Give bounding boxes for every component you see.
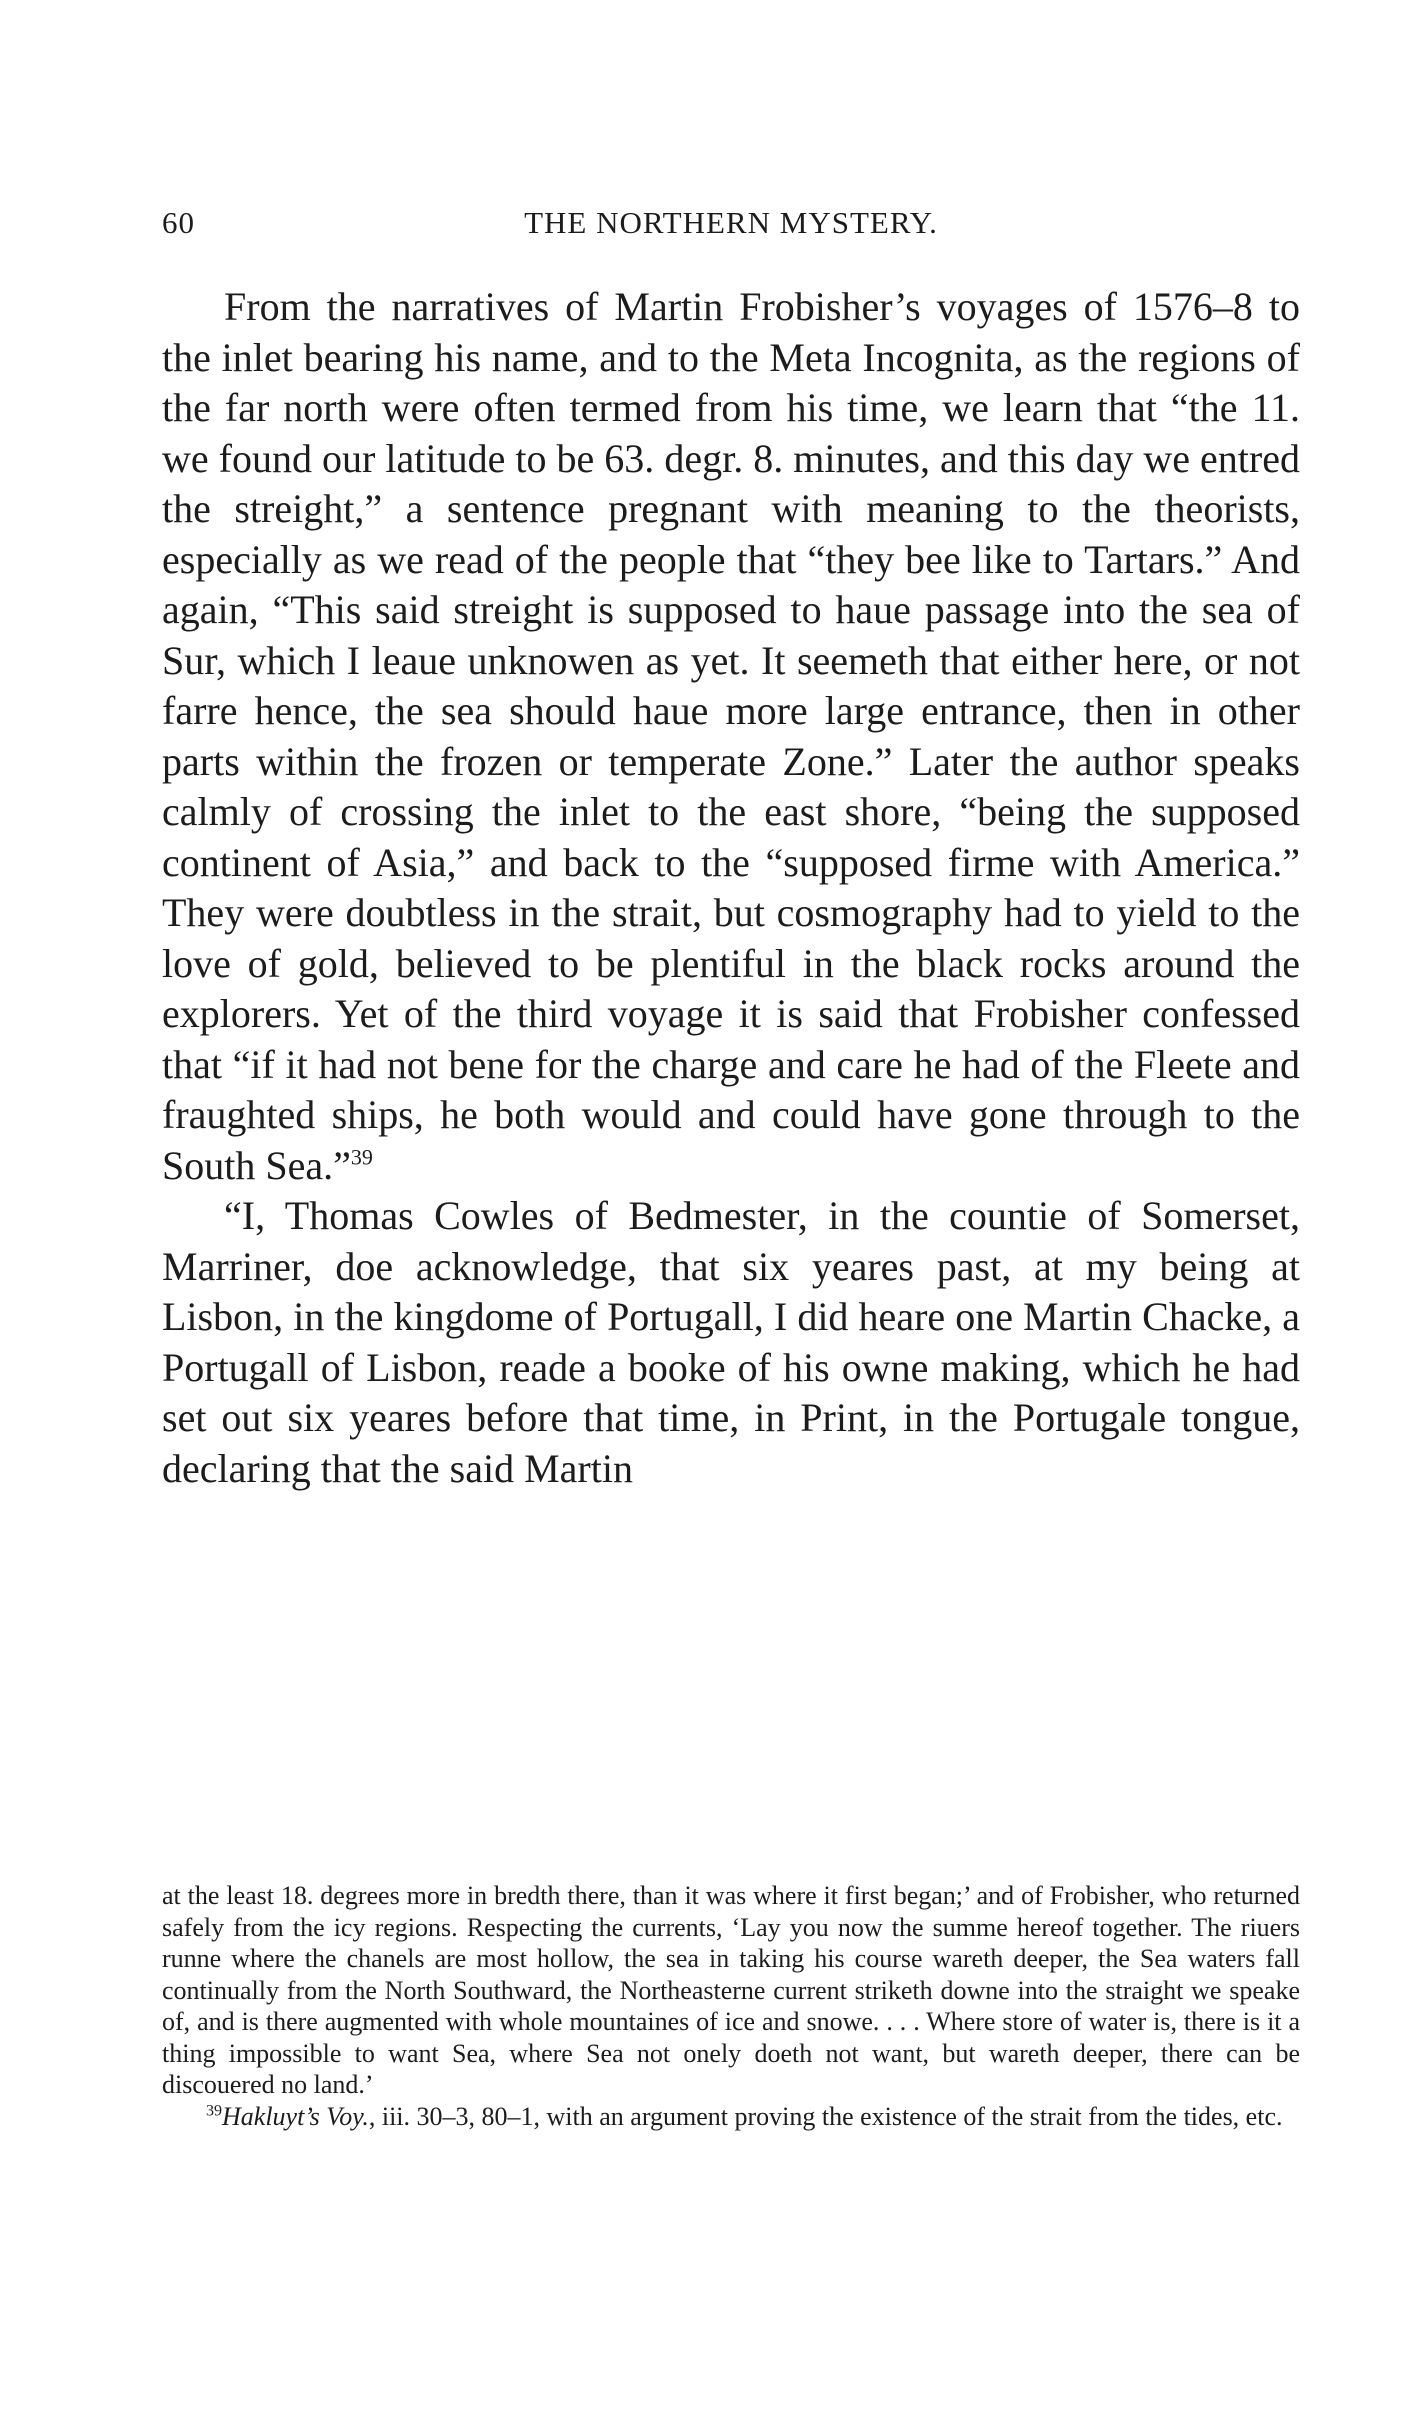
footnotes <box>162 1880 1300 2132</box>
main-text <box>162 282 1300 1494</box>
footnote-39 <box>162 2101 1300 2133</box>
paragraph-1-text: From the narratives of Martin Frobisher’s voyages of 1576–8 to the inlet bearing his name, and to the Meta Incognita, as the regions of the far north were often termed from his time, we learn that “the 11. we found our latitude to be 63. degr. 8. minutes, and this day we entred the streight,” a sentence pregnant with meaning to the theorists, especially as we read of the people that “they bee like to Tartars.” And again, “This said streight is supposed to haue passage into the sea of Sur, which I leaue unknowen as yet. It seemeth that either here, or not farre hence, the sea should haue more large entrance, then in other parts within the frozen or temperate Zone.” Later the author speaks calmly of crossing the inlet to the east shore, “being the supposed continent of Asia,” and back to the “supposed firme with America.” They were doubtless in the strait, but cosmography had to yield to the love of gold, believed to be plentiful in the black rocks around the explorers. Yet of the third voyage it is said that Frobisher confessed that “if it had not bene for the charge and care he had of the Fleete and fraughted ships, he both would and could have gone through to the South Sea.” <box>162 284 1300 1188</box>
footnote-reference-39: 39 <box>350 1144 373 1170</box>
body-paragraph-1 <box>162 282 1300 1191</box>
page-header <box>162 205 1300 249</box>
page-number: 60 <box>162 205 195 240</box>
footnote-39-source: Hakluyt’s Voy. <box>222 2101 369 2131</box>
footnote-39-marker: 39 <box>206 2101 222 2119</box>
body-paragraph-2: “I, Thomas Cowles of Bedmester, in the countie of Somerset, Marriner, doe acknowledge, that six yeares past, at my being at Lisbon, in the kingdome of Portugall, I did heare one Martin Chacke, a Portugall of Lisbon, reade a booke of his owne making, which he had set out six yeares before that time, in Print, in the Portugale tongue, declaring that the said Martin <box>162 1193 1300 1491</box>
footnote-continuation: at the least 18. degrees more in bredth there, than it was where it first began;’ and of Frobisher, who returned safely from the icy regions. Respecting the currents, ‘Lay you now the summe hereof together. The riuers runne where the chanels are most hollow, the sea in taking his course wareth deeper, the Sea waters fall continually from the North Southward, the Northeasterne current striketh downe into the straight we speake of, and is there augmented with whole mountaines of ice and snowe. . . . Where store of water is, there is it a thing impossible to want Sea, where Sea not onely doeth not want, but wareth deeper, there can be discouered no land.’ <box>162 1881 1300 2099</box>
footnote-39-text: , iii. 30–3, 80–1, with an argument proving the existence of the strait from the tides, etc. <box>368 2101 1283 2131</box>
running-title: THE NORTHERN MYSTERY. <box>524 205 938 240</box>
